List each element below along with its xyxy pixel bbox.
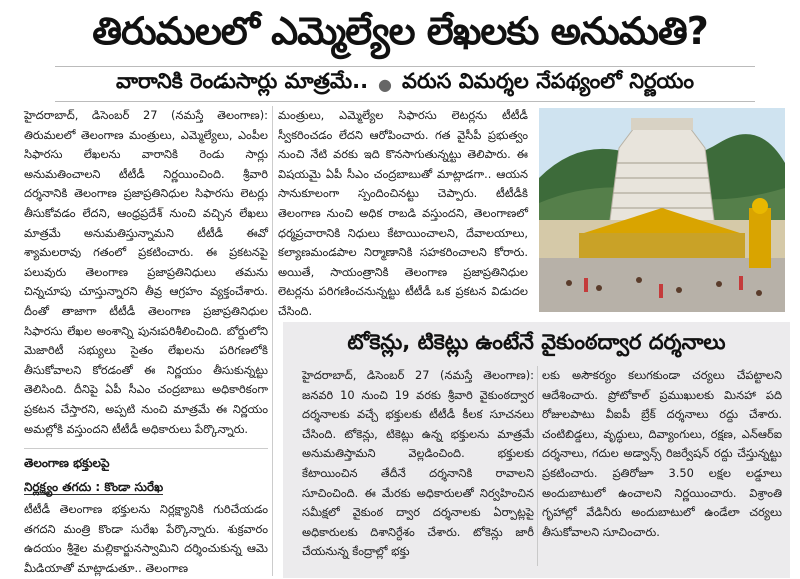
box-story-column-2 bbox=[542, 366, 782, 556]
box-story-column-1 bbox=[302, 366, 534, 574]
article-column-1 bbox=[24, 106, 268, 436]
article-column-2-text: మంత్రులు, ఎమ్మెల్యేల సిఫారసు లెటర్లను టీటీడీ స్వీకరించడం లేదని ఆరోపించారు. గత వైసీపీ ప్రభుత్వం నుంచి నేటి వరకు ఇది కొనసాగుతున్నట్టు తెలిపారు. ఈ విషయమై ఏపీ సీఎం చంద్రబాబుతో మాట్లాడగా.. ఆయన సానుకూలంగా స్పందించినట్టు చెప్పారు. టీటీడీకి తెలంగాణ నుంచి అధిక రాబడి వస్తుందని, తెలంగాణలో ధర్మప్రచారానికి నిధులు కేటాయించాలని, దేవాలయాలు, కల్యాణమండపాల నిర్మాణానికి సహకరించాలని కోరారు. అయితే, సాయంత్రానికి తెలంగాణ ప్రజాప్రతినిధుల లెటర్లను పరిగణించనున్నట్టు టీటీడీ ఒక ప్రకటన విడుదల చేసింది. bbox=[278, 108, 528, 318]
subheadline-right: వరుస విమర్శల నేపథ్యంలో నిర్ణయం bbox=[402, 69, 695, 93]
temple-photo bbox=[539, 108, 785, 312]
article-column-1-text: హైదరాబాద్, డిసెంబర్ 27 (నమస్తే తెలంగాణ): తిరుమలలో తెలంగాణ మంత్రులు, ఎమ్మెల్యేలు, ఎంపీల సిఫారసు లేఖలను వారానికి రెండు సార్లు అనుమతించాలని టీటీడీ నిర్ణయించింది. శ్రీవారి దర్శనానికి తెలంగాణ ప్రజాప్రతినిధుల సిఫారసు లెటర్లు తీసుకోవడం లేదని, ఆంధ్రప్రదేశ్ నుంచి వచ్చిన లేఖలు మాత్రమే అనుమతిస్తున్నామని టీటీడీ ఈవో శ్యామలరావు గతంలో ప్రకటించారు. ఈ ప్రకటనపై పలువురు తెలంగాణ ప్రజాప్రతినిధులు తమను చిన్నచూపు చూస్తున్నారని తీవ్ర ఆగ్రహం వ్యక్తంచేశారు. దీంతో తాజాగా టీటీడీ తెలంగాణ ప్రజాప్రతినిధుల సిఫారసు లేఖల అంశాన్ని పునఃపరిశీలించింది. బోర్డులోని మెజారిటీ సభ్యులు సైతం లేఖలను పరిగణలోకి తీసుకోవాలని కోరడంతో ఈ నిర్ణయం తీసుకున్నట్టు తెలిసింది. దీనిపై ఏపీ సీఎం చంద్రబాబు అధికారికంగా ప్రకటన చేస్తారని, అప్పటి నుంచి మాత్రమే ఈ నిర్ణయం అమల్లోకి వస్తుందని టీటీడీ అధికారులు పేర్కొన్నారు. bbox=[24, 108, 268, 436]
subheadline bbox=[55, 66, 755, 102]
bullet-separator: ● bbox=[378, 74, 393, 94]
side-story-subtitle-text: నిర్లక్ష్యం తగదు : కొండా సురేఖ bbox=[24, 480, 164, 494]
subheadline-left: వారానికి రెండుసార్లు మాత్రమే.. bbox=[115, 69, 369, 93]
section-divider bbox=[24, 448, 268, 449]
side-story-body-text: టీటీడీ తెలంగాణ భక్తులను నిర్లక్ష్యానికి గురిచేయడం తగదని మంత్రి కొండా సురేఖ పేర్కొన్నారు. శుక్రవారం ఉదయం శ్రీశైల మల్లికార్జునస్వామిని దర్శించుకున్న ఆమె మీడియాతో మాట్లాడుతూ.. తెలంగాణ bbox=[24, 502, 268, 575]
headline: తిరుమలలో ఎమ్మెల్యేల లేఖలకు అనుమతి? bbox=[92, 9, 708, 53]
box-story-title: టోకెన్లు, టికెట్లు ఉంటేనే వైకుంఠద్వార దర్శనాలు bbox=[347, 330, 726, 354]
side-story-subtitle bbox=[24, 480, 163, 497]
side-story-body bbox=[24, 500, 268, 578]
box-story-column-2-text: లకు అసౌకర్యం కలుగకుండా చర్యలు చేపట్టాలని ఆదేశించారు. ప్రోటోకాల్ ప్రముఖులకు మినహా పది రోజులపాటు వీఐపీ బ్రేక్ దర్శనాలు రద్దు చేశారు. చంటిబిడ్డలు, వృద్ధులు, దివ్యాంగులు, రక్షణ, ఎన్ఆర్ఐ దర్శనాలు, గదుల అడ్వాన్స్ రిజర్వేషన్ రద్దు చేస్తున్నట్టు ప్రకటించారు. ప్రతిరోజూ 3.50 లక్షల లడ్డూలు అందుబాటులో ఉంచాలని నిర్ణయించారు. విశ్రాంతి గృహాల్లో వేడినీరు అందుబాటులో ఉండేలా చర్యలు తీసుకోవాలని సూచించారు. bbox=[542, 368, 782, 539]
column-divider bbox=[272, 106, 273, 576]
box-column-divider bbox=[537, 366, 538, 566]
side-story-title: తెలంగాణ భక్తులపై bbox=[24, 456, 110, 470]
temple-photo-illustration bbox=[539, 108, 785, 312]
article-column-2 bbox=[278, 106, 528, 318]
box-story-column-1-text: హైదరాబాద్, డిసెంబర్ 27 (నమస్తే తెలంగాణ): జనవరి 10 నుంచి 19 వరకు శ్రీవారి వైకుంఠద్వార దర్శనాలకు వచ్చే భక్తులకు టీటీడీ కీలక సూచనలు చేసింది. టోకెన్లు, టికెట్లు ఉన్న భక్తులను మాత్రమే అనుమతిస్తామని వెల్లడించింది. భక్తులకు కేటాయించిన తేదీనే దర్శనానికి రావాలని సూచించింది. ఈ మేరకు అధికారులతో నిర్వహించిన సమీక్షలో వైకుంఠ ద్వార దర్శనాలకు ఏర్పాట్లపై అధికారులకు దిశానిర్దేశం చేశారు. టోకెన్లు జారీ చేయనున్న కేంద్రాల్లో భక్తు bbox=[302, 368, 534, 559]
